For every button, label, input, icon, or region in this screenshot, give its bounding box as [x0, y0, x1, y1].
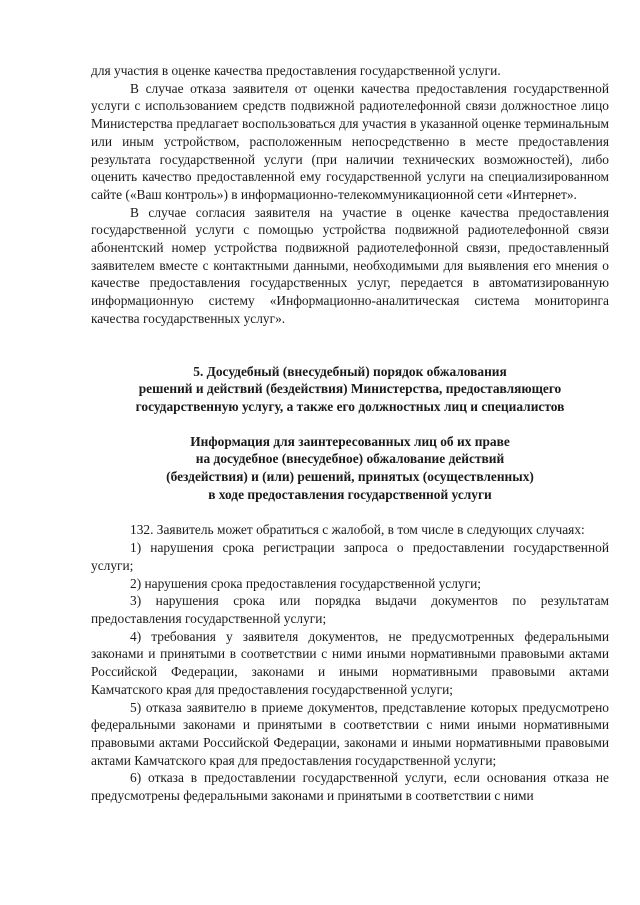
- document-page: [91, 62, 609, 805]
- spacer: [91, 503, 609, 521]
- section-heading-line: 5. Досудебный (внесудебный) порядок обжалования: [193, 363, 507, 379]
- paragraph-consent: В случае согласия заявителя на участие в оценке качества предоставления государственной услуги с помощью устройства подвижной радиотелефонной связи абонентский номер устройства подвижной радиотелефонной связи, предоставленный заявителем вместе с контактными данными, необходимыми для выявления его мнения о качестве предоставления государственных услуг, передается в автоматизированную информационную систему «Информационно-аналитическая система мониторинга качества государственных услуг».: [91, 204, 609, 326]
- paragraph-refusal: В случае отказа заявителя от оценки качества предоставления государственной услуги с использованием средств подвижной радиотелефонной связи должностное лицо Министерства предлагает воспользоваться для участия в указанной оценке терминальным или иным устройством, расположенным непосредственно в месте предоставления результата государственной услуги (при наличии технических возможностей), либо оценить качество предоставленной ему государственной услуги на специализированном сайте («Ваш контроль») в информационно-телекоммуникационной сети «Интернет».: [91, 80, 609, 202]
- list-item-1: 1) нарушения срока регистрации запроса о предоставлении государственной услуги;: [91, 540, 609, 573]
- spacer: [91, 328, 609, 363]
- spacer: [91, 416, 609, 433]
- section-heading-line: государственную услугу, а также его должностных лиц и специалистов: [135, 398, 565, 414]
- section-heading-line: решений и действий (бездействия) Министерства, предоставляющего: [138, 381, 562, 397]
- list-item-5: 5) отказа заявителю в приеме документов, представление которых предусмотрено федеральными законами и принятыми в соответствии с ними иными нормативными правовыми актами Российской Федерации, законами и иными нормативными правовыми актами Камчатского края для предоставления государственной услуги;: [91, 699, 609, 768]
- subsection-heading-line: Информация для заинтересованных лиц об их праве: [190, 433, 510, 449]
- subsection-heading-line: (бездействия) и (или) решений, принятых (осуществленных): [166, 469, 534, 485]
- paragraph-clause-132: 132. Заявитель может обратиться с жалобой, в том числе в следующих случаях:: [130, 522, 585, 538]
- list-item-4: 4) требования у заявителя документов, не предусмотренных федеральными законами и принятыми в соответствии с ними иными нормативными правовыми актами Российской Федерации, законами и иными нормативными правовыми актами Камчатского края для предоставления государственной услуги;: [91, 628, 609, 697]
- subsection-heading-line: на досудебное (внесудебное) обжалование действий: [195, 451, 505, 467]
- paragraph-continuation: для участия в оценке качества предоставления государственной услуги.: [91, 63, 501, 78]
- subsection-heading: [91, 433, 609, 504]
- list-item-3: 3) нарушения срока или порядка выдачи документов по результатам предоставления государственной услуги;: [91, 593, 609, 626]
- list-item-6: 6) отказа в предоставлении государственной услуги, если основания отказа не предусмотрены федеральными законами и принятыми в соответствии с ними: [91, 770, 609, 804]
- subsection-heading-line: в ходе предоставления государственной услуги: [208, 486, 492, 502]
- list-item-2: 2) нарушения срока предоставления государственной услуги;: [130, 575, 482, 591]
- section-heading: [91, 363, 609, 416]
